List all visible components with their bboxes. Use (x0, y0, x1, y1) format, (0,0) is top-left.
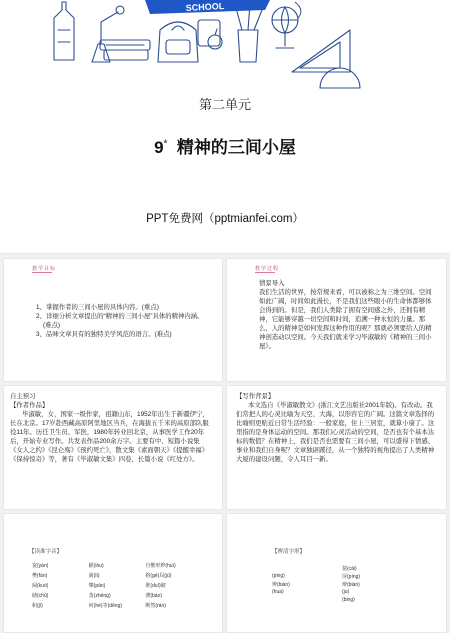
form-cell: (hua) (272, 589, 284, 595)
form-row (272, 596, 412, 604)
word-row (32, 560, 202, 570)
pronunciation-slide (4, 514, 222, 632)
form-row (272, 572, 412, 580)
background-heading: 【写作背景】 (236, 393, 275, 400)
word-cell: 断然(rán) (145, 602, 166, 609)
tag-underline (32, 272, 52, 273)
author-text (10, 392, 210, 464)
tag-underline (255, 272, 275, 273)
intro-text (259, 279, 437, 351)
word-row (32, 570, 202, 580)
form-cell: (ping) (272, 573, 285, 579)
lesson-number: 9 (154, 138, 164, 157)
word-cell: 阔(kuò) (32, 582, 49, 589)
word-cell: 蒸(zhēng) (88, 592, 111, 599)
preview-heading: 自主预习 (10, 393, 36, 400)
school-doodle-illustration (0, 0, 450, 92)
form-row (272, 588, 412, 596)
form-cell: (bing) (342, 597, 355, 603)
objective-item: 1、掌握作者的三间小屋的具体内容。(重点) (36, 304, 159, 311)
lesson-title (0, 133, 450, 158)
word-cell: 积(jī) (32, 602, 43, 609)
objectives-slide (4, 259, 222, 381)
banner-text: SCHOOL (185, 1, 225, 14)
section-tag: 教学目标 (32, 266, 57, 272)
form-cell: 辩(biàn) (342, 581, 360, 588)
pronunciation-title: 【读准字音】 (29, 549, 63, 555)
word-cell: 薄(báo) (145, 592, 163, 599)
word-cell: 堆(duī)砌 (145, 582, 166, 589)
unit-label: 第二单元 (198, 97, 251, 112)
objective-item: 2、详细分析文章提出的“精神的三间小屋”具体的精神内涵。(难点) (36, 313, 204, 329)
word-cell: 陋(lòu) (88, 562, 104, 569)
author-slide (4, 386, 222, 509)
pronunciation-grid (32, 560, 202, 610)
author-body: 毕淑敏，女，国家一级作家，祖籍山东，1952年出生于新疆伊宁，长在北京。17岁赴西藏高原阿里地区当兵，在海拔五千米的高原部队服役11年。历任卫生员、军医，1980年转业回北京，从事医学工作20年后，开始专业写作。共发表作品200余万字。主要有中、短篇小说集《女人之约》《昆仑殇》《预约死亡》，散文集《素面朝天》《提醒幸福》《保持惊奇》等，著有《毕淑敏文集》四卷，长篇小说《红处方》。 (10, 411, 209, 463)
intro-heading: 情景导入 (259, 280, 285, 287)
objectives-list (36, 303, 212, 339)
word-row (32, 600, 202, 610)
title-slide (0, 0, 450, 253)
word-cell: 何(hé)等(děng) (88, 602, 123, 609)
forms-grid (272, 564, 412, 604)
background-slide (227, 386, 446, 509)
word-cell: 樊(fán) (32, 572, 48, 579)
background-body: 本文选自《毕淑敏散文》(浙江文艺出版社2001年版)。有改动。我们常把人的心灵比喻为天空、大海，以形容它的广阔。这篇文章选择的比喻则更贴近日常生活经验：一般家庭，住上三居室，就算小康了。这里指的是身体运动的空间。那我们心灵活动的空间，是否也有个基本达标的数值？在精神上，我们是否也需要有三间小屋，可以盛得下情感、事业和我们自身呢？文章独辟蹊径，从一个独特的视角提出了人类精神大厦的建设问题，令人耳目一新。 (236, 402, 435, 463)
lesson-name: 精神的三间小屋 (176, 138, 296, 157)
author-subheading: 【作者作品】 (10, 402, 49, 409)
word-cell: 篱(lí) (88, 572, 100, 579)
word-row (32, 590, 202, 600)
word-cell: 宴(yàn) (32, 562, 49, 569)
intro-body: 我们生活的世界，按常规来看，可以被称之为三维空间。空间如此广阔，时间如此漫长，不是我们这些眼小的生命体都够体会得到的。但是，我们人类除了拥有空间感之外，还拥有精神，它能够穿越一切空间和时间，追溯一种永恒的力量。那么，人的精神是如何发挥这种作用的呢？那就必须要给人的精神创造动以空间。今天我们就来学习毕淑敏的《精神的三间小屋》。 (259, 289, 432, 350)
word-cell: 储(chǔ) (32, 592, 49, 599)
word-cell: 格(gé)局(jú) (145, 572, 172, 579)
form-cell: 猜(cāi) (342, 565, 357, 572)
word-cell: 攀(pān) (88, 582, 106, 589)
word-row (32, 580, 202, 590)
form-cell: (ju) (342, 589, 350, 595)
form-row (272, 580, 412, 588)
lesson-mark: * (163, 138, 168, 150)
form-cell: 辨(biàn) (272, 581, 290, 588)
background-text (236, 392, 436, 464)
source-credit: PPT免费网（pptmianfei.com） (146, 213, 304, 225)
form-row (272, 564, 412, 572)
intro-slide (227, 259, 446, 381)
form-cell: 屏(píng) (342, 573, 361, 580)
character-forms-slide (227, 514, 446, 632)
word-cell: 自惭形秽(huì) (145, 562, 176, 569)
forms-title: 【辨清字形】 (272, 549, 306, 555)
section-tag: 教学过程 (255, 266, 280, 272)
objective-item: 3、品味文章具有的独特美学风范的语言。(难点) (36, 331, 172, 338)
